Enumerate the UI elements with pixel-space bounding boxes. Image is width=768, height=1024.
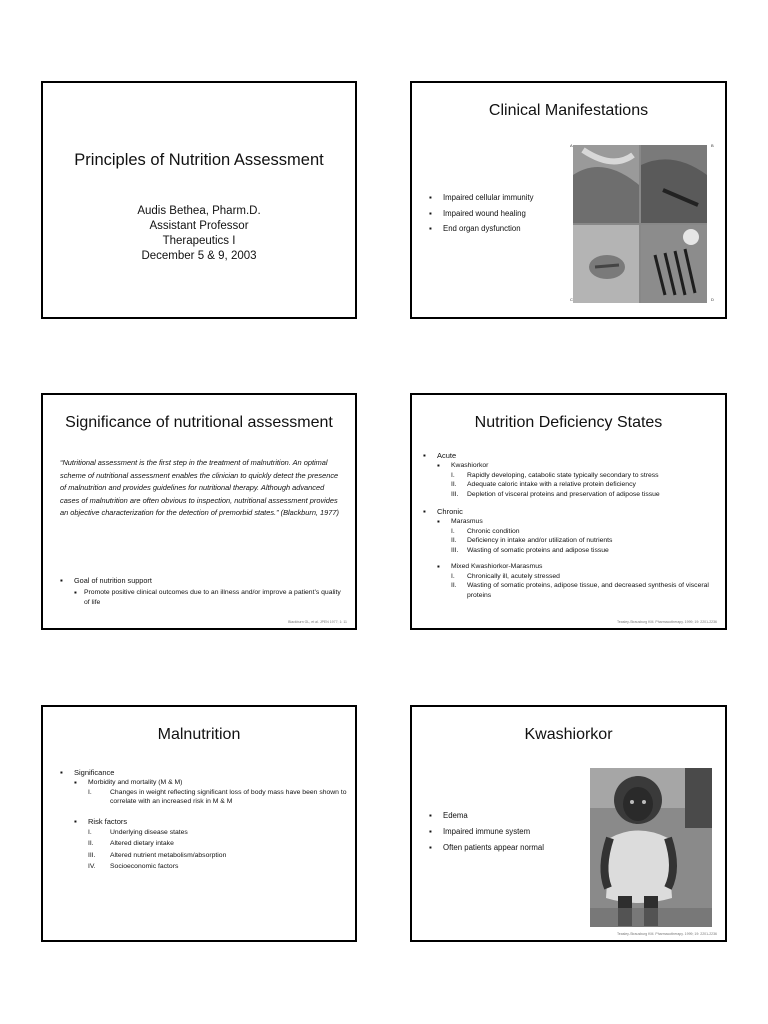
marasmus-label: ▪ Marasmus	[437, 517, 723, 527]
deficiency-outline	[423, 451, 723, 600]
goal-list	[60, 575, 345, 607]
list-item: I. Underlying disease states	[88, 828, 188, 836]
child-photo-image	[590, 768, 712, 927]
slide-title-text: Clinical Manifestations	[488, 102, 649, 119]
slide-title-text: Significance of nutritional assessment	[65, 414, 333, 431]
image-label: C	[570, 297, 573, 302]
list-item: ▪ Impaired immune system	[429, 824, 544, 840]
list-item	[60, 575, 345, 607]
list-item: ▪ Edema	[429, 808, 544, 824]
mixed-label: ▪ Mixed Kwashiorkor-Marasmus	[437, 562, 723, 572]
slide-clinical-manifestations	[410, 81, 727, 319]
list-item: ▪ End organ dysfunction	[429, 221, 534, 237]
list-item: ▪ Often patients appear normal	[429, 840, 544, 856]
image-label: B	[711, 143, 714, 148]
author-position: Assistant Professor	[149, 220, 249, 232]
assessment-quote: “Nutritional assessment is the first step in the treatment of malnutrition. An optimal scheme of nutritional assessment enables the clinician to quickly detect the presence of malnutrition and provides guidelines for nutritional therapy. Although advanced cases of malnutrition are often obvious to inspection, nutritional assessment provides an objective characterization for the detection of premorbid states.” (Blackburn, 1977)	[60, 458, 339, 517]
mm-label: ▪ Morbidity and mortality (M & M)	[74, 778, 350, 788]
author-name: Audis Bethea, Pharm.D.	[137, 205, 261, 217]
goal-label: Goal of nutrition support	[74, 576, 152, 585]
kwashiorkor-label: ▪ Kwashiorkor	[437, 461, 723, 471]
significance-label: ▪ Significance	[60, 768, 350, 778]
malnutrition-outline	[60, 768, 350, 873]
list-item: II. Deficiency in intake and/or utilization of nutrients	[451, 537, 613, 544]
bullet-list	[429, 808, 544, 856]
slide-title	[41, 81, 357, 319]
slide-title-text: Principles of Nutrition Assessment	[74, 151, 324, 169]
author-block	[43, 204, 355, 264]
list-item: IV. Socioeconomic factors	[88, 863, 179, 870]
list-item: I. Changes in weight reflecting significant loss of body mass have been shown to correlate with an increased risk in M & M	[88, 788, 347, 805]
slide-title-text: Kwashiorkor	[524, 726, 613, 743]
citation: Blackburn GL, et al. JPEN 1977; 1: 11	[288, 620, 347, 624]
slide-title-text: Nutrition Deficiency States	[474, 414, 663, 431]
citation: Teasley-Strausburg KM. Pharmacotherapy. 1999; 19: 2201-2236	[617, 620, 717, 624]
slide-deficiency-states	[410, 393, 727, 630]
risk-factors-label: ▪ Risk factors	[74, 817, 350, 827]
image-label: A	[570, 143, 573, 148]
list-item: I. Rapidly developing, catabolic state typically secondary to stress	[451, 471, 659, 479]
list-item: I. Chronically ill, acutely stressed	[451, 572, 560, 580]
course-name: Therapeutics I	[162, 235, 236, 247]
list-item: II. Wasting of somatic proteins, adipose tissue, and decreased synthesis of visceral proteins	[451, 582, 709, 599]
list-item: II. Altered dietary intake	[88, 840, 174, 847]
list-item: III. Depletion of visceral proteins and preservation of adipose tissue	[451, 490, 660, 498]
list-item: III. Altered nutrient metabolism/absorption	[88, 851, 227, 859]
bullet-list	[429, 190, 534, 237]
chronic-label: ▪ Chronic	[423, 507, 723, 517]
wound-photo-grid-image	[573, 145, 707, 303]
slide-title-text: Malnutrition	[157, 726, 241, 743]
slide-significance	[41, 393, 357, 630]
child-photo	[590, 768, 712, 927]
list-item: ▪ Impaired cellular immunity	[429, 190, 534, 206]
list-item: ▪ Impaired wound healing	[429, 206, 534, 222]
slide-malnutrition	[41, 705, 357, 942]
sub-list-item: ▪ Promote positive clinical outcomes due to an illness and/or improve a patient’s quality of life	[74, 588, 345, 607]
lecture-date: December 5 & 9, 2003	[141, 250, 257, 262]
acute-label: ▪ Acute	[423, 451, 723, 461]
list-item: III. Wasting of somatic proteins and adipose tissue	[451, 546, 609, 554]
wound-photo-grid	[573, 145, 707, 303]
slide-kwashiorkor	[410, 705, 727, 942]
list-item: I. Chronic condition	[451, 527, 520, 535]
citation: Teasley-Strausburg KM. Pharmacotherapy. 1999; 19: 2201-2236	[617, 932, 717, 936]
list-item: II. Adequate caloric intake with a relative protein deficiency	[451, 481, 636, 488]
image-label: D	[711, 297, 714, 302]
